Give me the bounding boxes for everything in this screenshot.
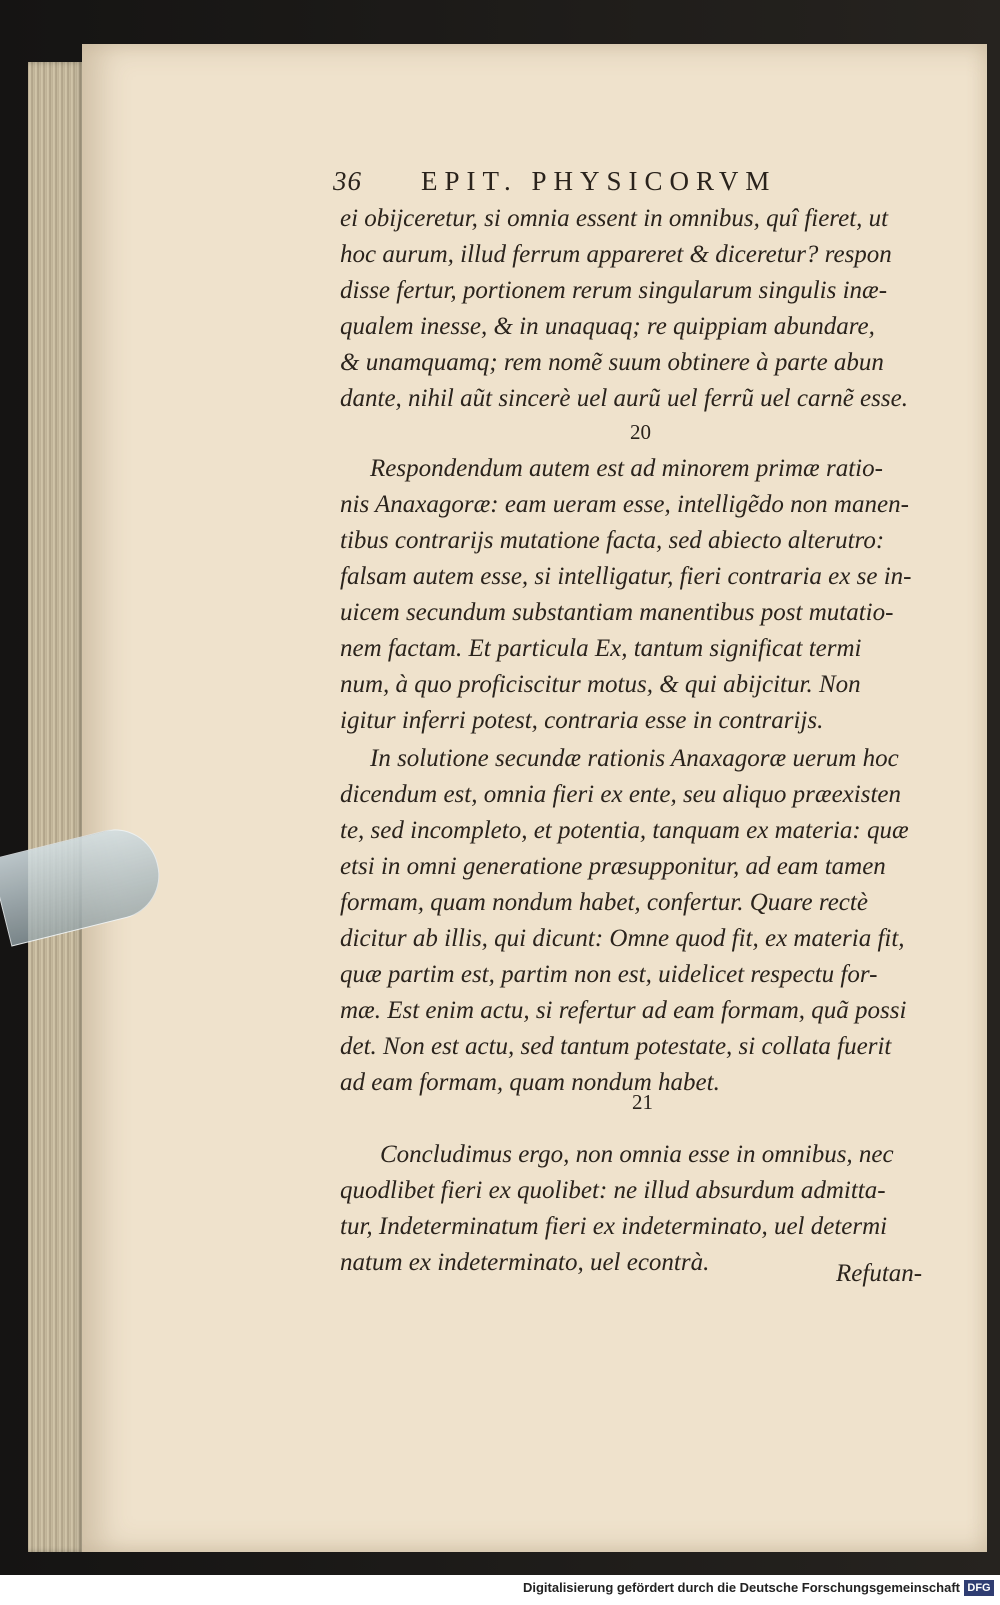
text-line: te, sed incompleto, et potentia, tanquam ex materia: quæ: [340, 817, 909, 844]
text-line: disse fertur, portionem rerum singularum singulis inæ-: [340, 277, 888, 304]
catchword: Refutan-: [836, 1260, 923, 1287]
text-line: Concludimus ergo, non omnia esse in omnibus, nec: [380, 1141, 894, 1168]
text-line: dicitur ab illis, qui dicunt: Omne quod fit, ex materia fit,: [340, 925, 905, 952]
page-number: 36: [333, 166, 362, 196]
funding-credit: Digitalisierung gefördert durch die Deutsche Forschungsgemeinschaft: [522, 1580, 960, 1595]
text-line: formam, quam nondum habet, confertur. Quare rectè: [340, 889, 868, 916]
text-line: dicendum est, omnia fieri ex ente, seu aliquo præexisten: [340, 781, 901, 808]
dfg-logo: DFG: [964, 1580, 994, 1596]
text-line: num, à quo proficiscitur motus, & qui abijcitur. Non: [340, 671, 861, 698]
text-line: In solutione secundæ rationis Anaxagoræ uerum hoc: [370, 745, 899, 772]
text-line: ei obijceretur, si omnia essent in omnibus, quî fieret, ut: [340, 205, 889, 232]
text-line: etsi in omni generatione præsupponitur, ad eam tamen: [340, 853, 886, 880]
text-line: nem factam. Et particula Ex, tantum significat termi: [340, 635, 862, 662]
running-header: [333, 166, 853, 202]
text-line: dante, nihil aũt sincerè uel aurũ uel ferrũ uel carnẽ esse.: [340, 385, 908, 412]
text-line: mæ. Est enim actu, si refertur ad eam formam, quã possi: [340, 997, 907, 1024]
text-line: hoc aurum, illud ferrum appareret & diceretur? respon: [340, 241, 892, 268]
text-line: nis Anaxagoræ: eam ueram esse, intelligẽdo non manen-: [340, 491, 909, 518]
text-line: natum ex indeterminato, uel econtrà.: [340, 1249, 710, 1276]
text-line: tibus contrarijs mutatione facta, sed abiecto alterutro:: [340, 527, 885, 554]
text-line: Respondendum autem est ad minorem primæ ratio-: [370, 455, 883, 482]
text-line: falsam autem esse, si intelligatur, fieri contraria ex se in-: [340, 563, 912, 590]
clip-body: [0, 820, 169, 947]
section-number: 21: [632, 1090, 653, 1114]
text-line: & unamquamq; rem nomẽ suum obtinere à parte abun: [340, 349, 884, 376]
text-line: qualem inesse, & in unaquaq; re quippiam abundare,: [340, 313, 875, 340]
text-line: det. Non est actu, sed tantum potestate, si collata fuerit: [340, 1033, 892, 1060]
digitization-footer: [0, 1575, 1000, 1605]
text-line: quæ partim est, partim non est, uidelicet respectu for-: [340, 961, 878, 988]
text-line: tur, Indeterminatum fieri ex indeterminato, uel determi: [340, 1213, 888, 1240]
section-number: 20: [630, 420, 651, 444]
text-line: quodlibet fieri ex quolibet: ne illud absurdum admitta-: [340, 1177, 886, 1204]
text-line: uicem secundum substantiam manentibus post mutatio-: [340, 599, 894, 626]
running-title: EPIT. PHYSICORVM: [421, 166, 777, 196]
text-line: igitur inferri potest, contraria esse in contrarijs.: [340, 707, 824, 734]
text-line: ad eam formam, quam nondum habet.: [340, 1069, 720, 1096]
